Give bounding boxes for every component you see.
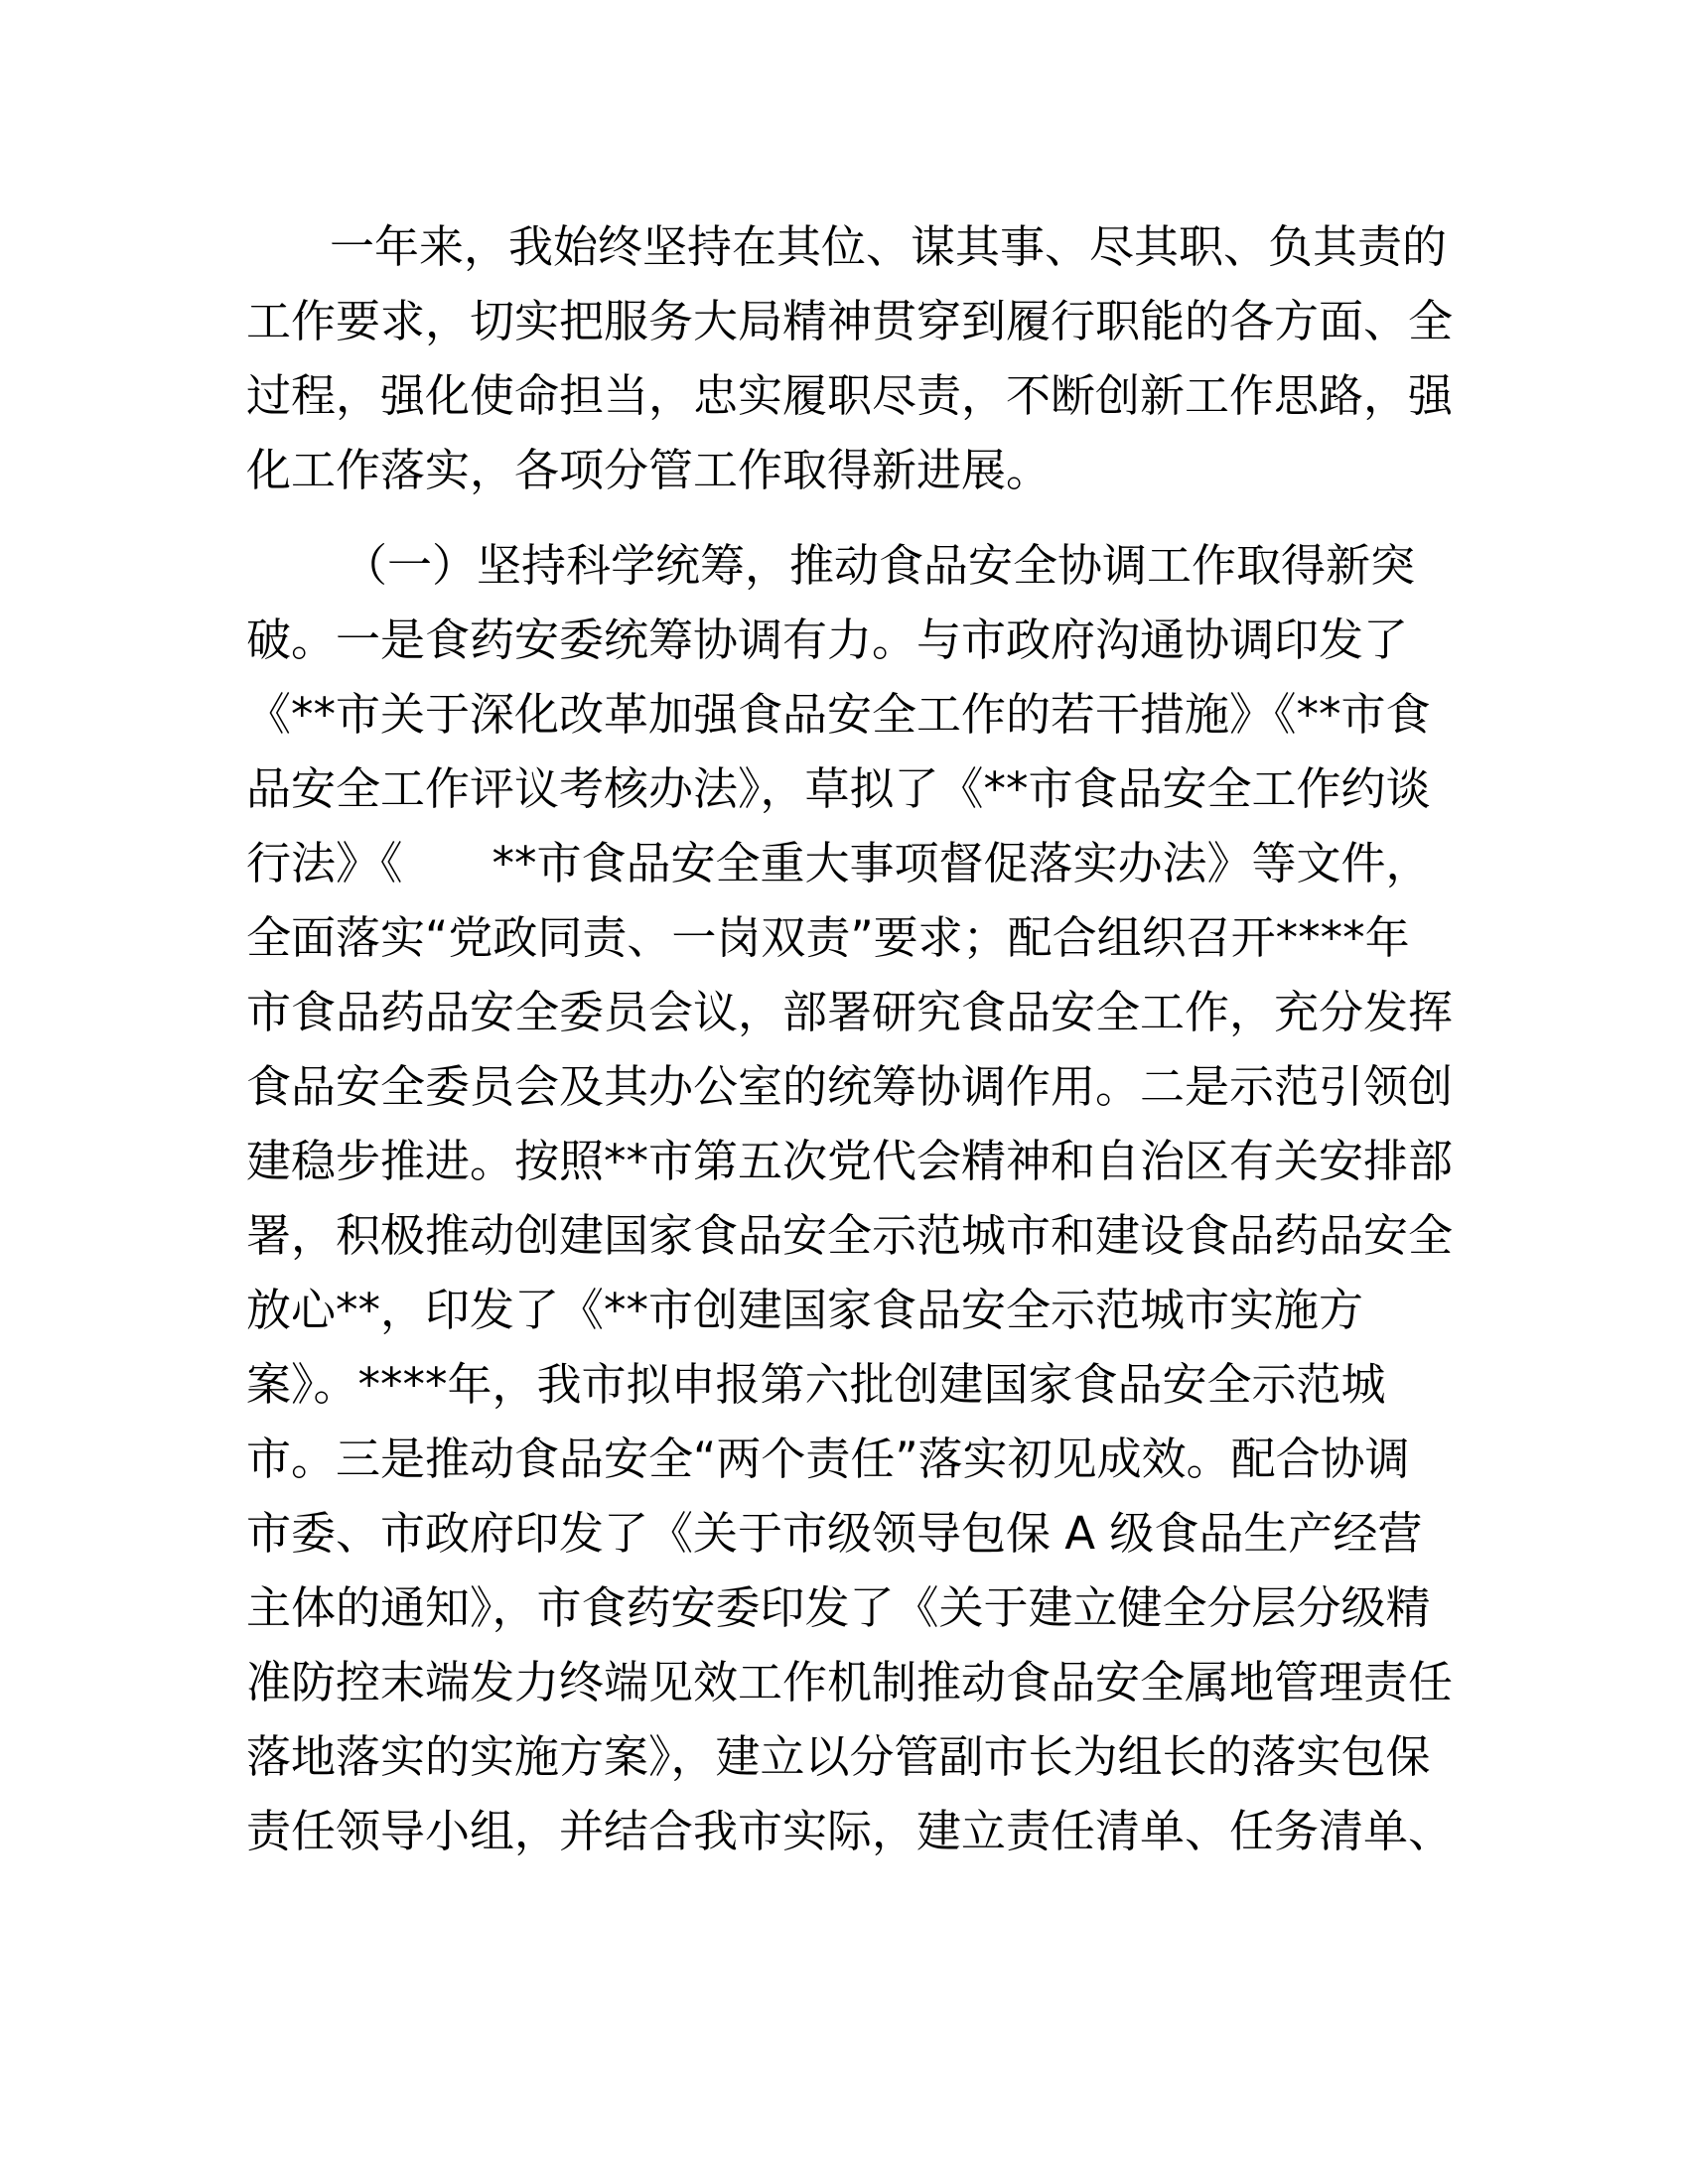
- paragraph-1-line-4: 化工作落实，各项分管工作取得新进展。: [246, 444, 1052, 496]
- paragraph-1-line-1: 一年来，我始终坚持在其位、谋其事、尽其职、负其责的: [330, 220, 1448, 273]
- paragraph-2-line-11: 放心**，印发了《**市创建国家食品安全示范城市实施方: [246, 1284, 1364, 1336]
- paragraph-2-line-12: 案》。****年，我市拟申报第六批创建国家食品安全示范城: [246, 1358, 1386, 1411]
- paragraph-2-line-15: 主体的通知》，市食药安委印发了《关于建立健全分层分级精: [246, 1581, 1431, 1634]
- paragraph-2-line-1: （一）坚持科学统筹，推动食品安全协调工作取得新突: [343, 539, 1416, 592]
- paragraph-2-line-7: 市食品药品安全委员会议，部署研究食品安全工作，充分发挥: [246, 986, 1454, 1038]
- paragraph-2-line-5: 行法》《 **市食品安全重大事项督促落实办法》等文件，: [246, 837, 1431, 889]
- paragraph-2-line-18: 责任领导小组，并结合我市实际，建立责任清单、任务清单、: [246, 1805, 1454, 1857]
- paragraph-2-line-8: 食品安全委员会及其办公室的统筹协调作用。二是示范引领创: [246, 1060, 1454, 1113]
- paragraph-1-line-3: 过程，强化使命担当，忠实履职尽责，不断创新工作思路，强: [246, 369, 1454, 422]
- paragraph-2-line-9: 建稳步推进。按照**市第五次党代会精神和自治区有关安排部: [246, 1135, 1454, 1187]
- paragraph-2-line-4: 品安全工作评议考核办法》，草拟了《**市食品安全工作约谈: [246, 762, 1431, 815]
- paragraph-2-line-10: 署，积极推动创建国家食品安全示范城市和建设食品药品安全: [246, 1209, 1454, 1262]
- paragraph-2-line-16: 准防控末端发力终端见效工作机制推动食品安全属地管理责任: [246, 1656, 1454, 1708]
- paragraph-2-line-17: 落地落实的实施方案》，建立以分管副市长为组长的落实包保: [246, 1730, 1431, 1783]
- paragraph-2-line-2: 破。一是食药安委统筹协调有力。与市政府沟通协调印发了: [246, 614, 1409, 666]
- paragraph-2-line-14: 市委、市政府印发了《关于市级领导包保 A 级食品生产经营: [246, 1507, 1423, 1560]
- paragraph-2-line-3: 《**市关于深化改革加强食品安全工作的若干措施》《**市食: [246, 688, 1431, 741]
- paragraph-2-line-6: 全面落实“党政同责、一岗双责”要求；配合组织召开****年: [246, 911, 1410, 964]
- paragraph-2-line-13: 市。三是推动食品安全“两个责任”落实初见成效。配合协调: [246, 1433, 1410, 1485]
- paragraph-1-line-2: 工作要求，切实把服务大局精神贯穿到履行职能的各方面、全: [246, 295, 1454, 347]
